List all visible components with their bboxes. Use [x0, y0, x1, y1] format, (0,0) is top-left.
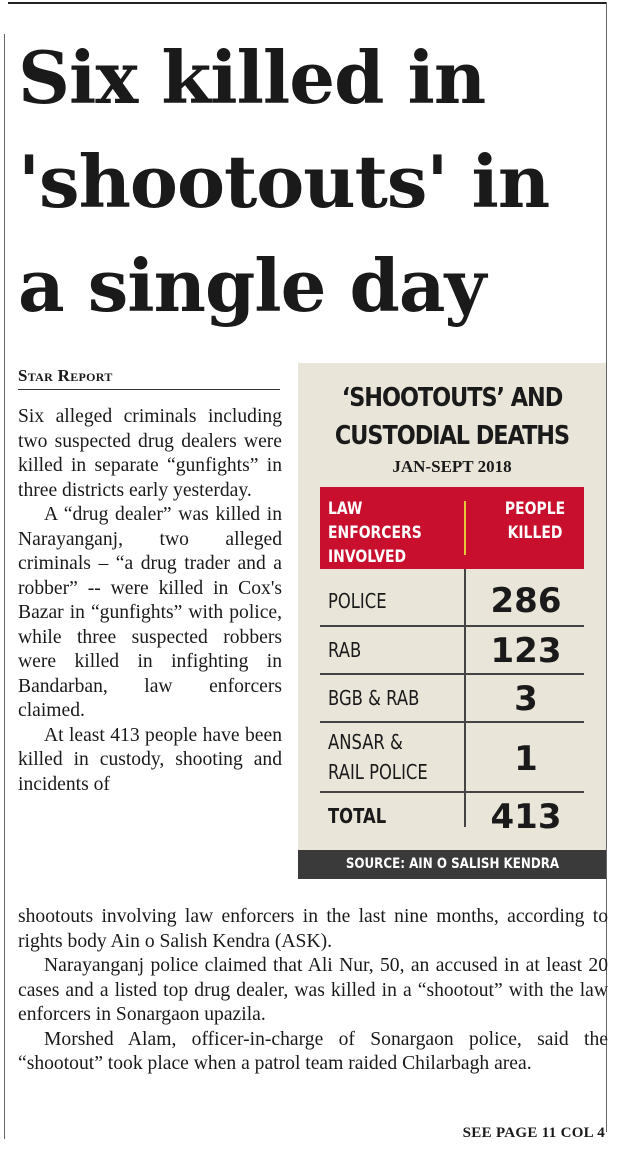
- sidebar-title-line-2: CUSTODIAL DEATHS: [334, 421, 570, 451]
- source-credit: [298, 850, 606, 879]
- headline-line-2: 'shootouts' in: [18, 139, 550, 224]
- header-law-enforcers: [328, 497, 422, 569]
- total-value: 413: [490, 797, 562, 837]
- row-label: [328, 727, 428, 787]
- header-left-line-1: LAW: [328, 499, 363, 519]
- header-right-line-2: KILLED: [507, 523, 563, 543]
- paragraph-2: A “drug dealer” was killed in Narayanganj, two alleged criminals – “a drug trader and a robber” -- were killed in Cox's Bazar in “gunfights” with police, while three suspected robbers were killed in infighting in Bandarban, law enforcers claimed.: [18, 504, 282, 721]
- paragraph-4: Narayanganj police claimed that Ali Nur, 50, an accused in at least 20 cases and a listed top drug dealer, was killed in a “shootout” with the law enforcers in Sonargaon upazila.: [18, 955, 608, 1025]
- header-separator: [464, 501, 466, 555]
- article-body-narrow: [18, 405, 282, 797]
- sidebar-title-line-1: ‘SHOOTOUTS’ AND: [341, 383, 563, 413]
- top-rule: [8, 2, 607, 4]
- row-value: 286: [490, 581, 562, 621]
- table-row: [320, 581, 584, 621]
- table-total-row: [320, 797, 584, 837]
- headline-line-3: a single day: [18, 243, 486, 328]
- header-left-line-2: ENFORCERS: [328, 523, 422, 543]
- sidebar-title: [320, 379, 585, 455]
- headline: [18, 26, 608, 338]
- row-label: POLICE: [328, 589, 387, 613]
- row-value: 3: [514, 679, 538, 719]
- row-label-line-1: ANSAR &: [328, 730, 403, 754]
- row-label: RAB: [328, 638, 362, 662]
- stats-sidebar: [298, 363, 606, 879]
- header-left-line-3: INVOLVED: [328, 547, 407, 567]
- total-label: TOTAL: [328, 804, 387, 828]
- paragraph-5: Morshed Alam, officer-in-charge of Sonargaon police, said the “shootout” took place when a patrol team raided Chilarbagh area.: [18, 1028, 608, 1074]
- continuation-note: SEE PAGE 11 COL 4: [462, 1125, 605, 1141]
- row-divider: [320, 791, 584, 793]
- row-divider: [320, 673, 584, 675]
- row-label: BGB & RAB: [328, 686, 420, 710]
- byline: Star Report: [18, 366, 280, 390]
- table-header: [320, 487, 584, 569]
- paragraph-1: Six alleged criminals including two suspected drug dealers were killed in separate “gunfights” in three districts early yesterday.: [18, 406, 282, 501]
- paragraph-3-end: shootouts involving law enforcers in the last nine months, according to rights body Ain o Salish Kendra (ASK).: [18, 906, 608, 952]
- sidebar-subtitle: JAN-SEPT 2018: [392, 457, 512, 476]
- header-right-line-1: PEOPLE: [504, 499, 566, 519]
- left-column-rule: [4, 34, 5, 1139]
- article-body-wide: [18, 905, 608, 1077]
- row-divider: [320, 625, 584, 627]
- headline-line-1: Six killed in: [18, 35, 486, 120]
- row-value: 1: [514, 739, 538, 779]
- row-value: 123: [490, 631, 562, 671]
- row-divider: [320, 721, 584, 723]
- table-row: [320, 727, 584, 789]
- source-text: SOURCE: AIN O SALISH KENDRA: [345, 856, 559, 872]
- table-row: [320, 679, 584, 719]
- header-people-killed: [498, 497, 572, 545]
- row-label-line-2: RAIL POLICE: [328, 760, 428, 784]
- paragraph-3-start: At least 413 people have been killed in custody, shooting and incidents of: [18, 724, 282, 795]
- table-row: [320, 631, 584, 671]
